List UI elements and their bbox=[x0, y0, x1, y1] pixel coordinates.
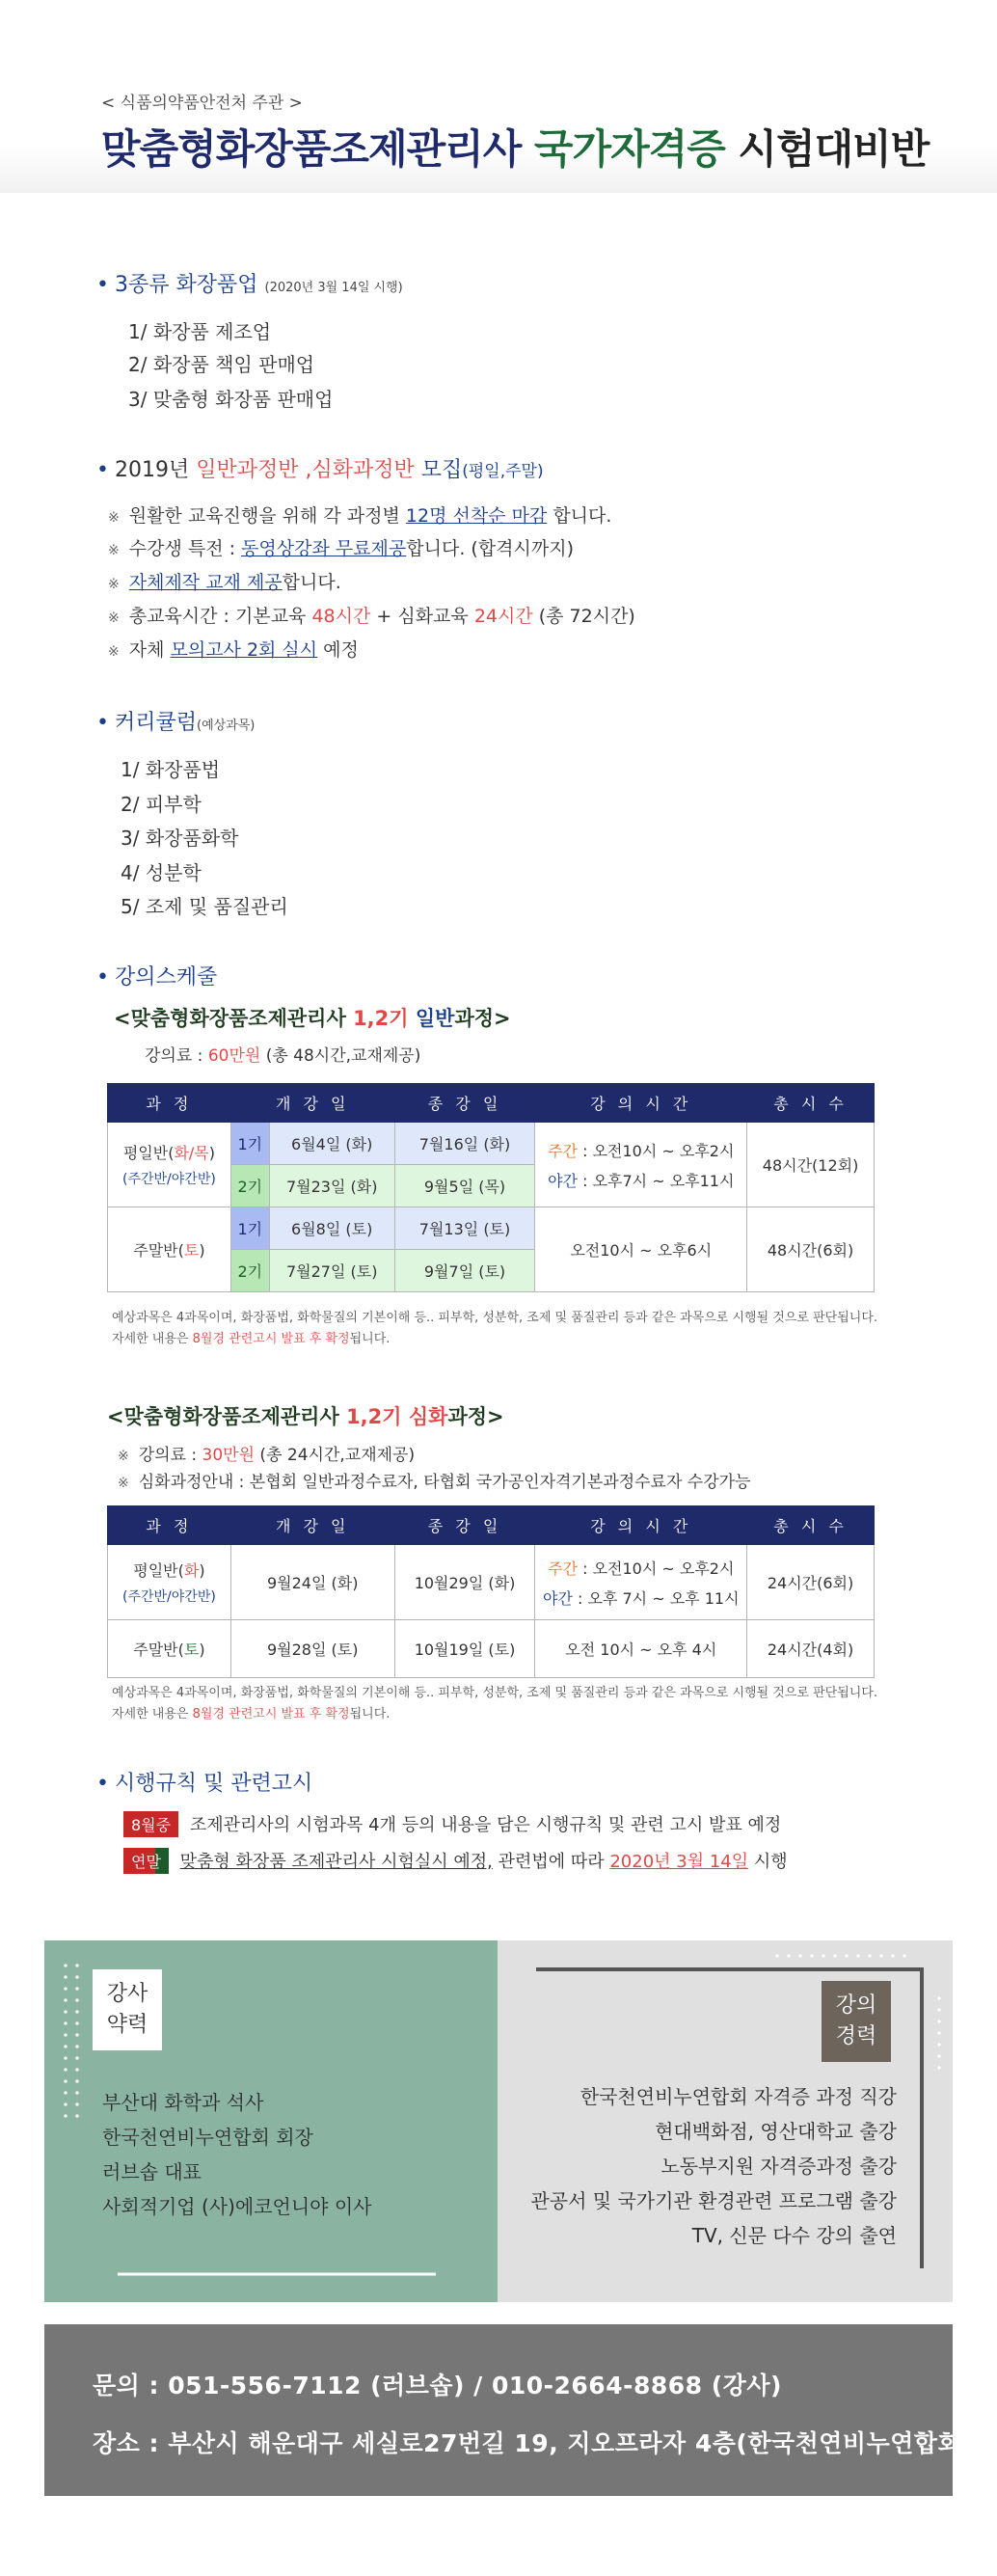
weekday-time: 주간 : 오전10시 ~ 오후2시 야간 : 오후7시 ~ 오후11시 bbox=[535, 1123, 747, 1207]
section-business-types-heading: • 3종류 화장품업 (2020년 3월 14일 시행) bbox=[96, 273, 403, 297]
note-benefit: ※ 수강생 특전 : 동영상강좌 무료제공합니다. (합격시까지) bbox=[108, 538, 575, 559]
table-header: 과 정 bbox=[108, 1084, 231, 1123]
term-label: 1기 bbox=[230, 1123, 269, 1165]
weekday-time: 주간 : 오전10시 ~ 오후2시 야간 : 오후 7시 ~ 오후 11시 bbox=[535, 1545, 747, 1620]
advanced-eligibility: ※ 심화과정안내 : 본협회 일반과정수료자, 타협회 국가공인자격기본과정수료자 수강가능 bbox=[118, 1473, 751, 1492]
table-cell: 7월23일 (화) bbox=[269, 1165, 394, 1207]
instructor-career-list bbox=[530, 2079, 897, 2253]
instructor-profile-list bbox=[102, 2085, 371, 2224]
weekend-time: 오전 10시 ~ 오후 4시 bbox=[535, 1620, 747, 1678]
term-label: 2기 bbox=[230, 1165, 269, 1207]
table-cell: 9월7일 (토) bbox=[394, 1250, 535, 1292]
sub-title: < 식품의약품안전처 주관 > bbox=[101, 94, 303, 113]
table-header: 강 의 시 간 bbox=[535, 1084, 747, 1123]
table-cell: 48시간(12회) bbox=[747, 1123, 875, 1207]
instructor-career-panel bbox=[498, 1940, 953, 2302]
list-item: 노동부지원 자격증과정 출강 bbox=[660, 2155, 897, 2178]
table-cell: 9월5일 (목) bbox=[394, 1165, 535, 1207]
weekend-class-label: 주말반(토) bbox=[108, 1620, 231, 1678]
table-cell: 6월4일 (화) bbox=[269, 1123, 394, 1165]
advanced-course-title: <맞춤형화장품조제관리사 1,2기 심화과정> bbox=[107, 1405, 504, 1428]
table-header: 종 강 일 bbox=[394, 1506, 535, 1545]
weekend-class-label: 주말반(토) bbox=[108, 1207, 231, 1292]
advanced-footnote: 예상과목은 4과목이며, 화장품법, 화학물질의 기본이해 등.. 피부학, 성분학, 조제 및 품질관리 등과 같은 과목으로 시행될 것으로 판단됩니다. 자세한 내용은 8월경 관련고시 발표 후 확정됩니다. bbox=[112, 1686, 878, 1722]
table-cell: 9월24일 (화) bbox=[230, 1545, 394, 1620]
table-cell: 10월29일 (화) bbox=[394, 1545, 535, 1620]
table-cell: 48시간(6회) bbox=[747, 1207, 875, 1292]
list-item: 관공서 및 국가기관 환경관련 프로그램 출강 bbox=[530, 2189, 897, 2212]
regulation-line-2: 연말 맞춤형 화장품 조제관리사 시험실시 예정, 관련법에 따라 2020년 3월 14일 시행 bbox=[123, 1848, 788, 1874]
list-item: 4/ 성분학 bbox=[121, 861, 202, 884]
list-item: 5/ 조제 및 품질관리 bbox=[121, 895, 288, 918]
weekend-time: 오전10시 ~ 오후6시 bbox=[535, 1207, 747, 1292]
list-item: 사회적기업 (사)에코언니야 이사 bbox=[102, 2195, 372, 2218]
table-header: 개 강 일 bbox=[230, 1506, 394, 1545]
section-curriculum-heading: • 커리큘럼(예상과목) bbox=[96, 711, 256, 735]
weekday-class-label: 평일반(화) (주간반/야간반) bbox=[108, 1545, 231, 1620]
weekday-class-label: 평일반(화/목) (주간반/야간반) bbox=[108, 1123, 231, 1207]
instructor-profile-panel bbox=[44, 1940, 498, 2302]
general-footnote: 예상과목은 4과목이며, 화장품법, 화학물질의 기본이해 등.. 피부학, 성분학, 조제 및 품질관리 등과 같은 과목으로 시행될 것으로 판단됩니다. 자세한 내용은 8월경 관련고시 발표 후 확정됩니다. bbox=[112, 1311, 878, 1346]
table-cell: 7월13일 (토) bbox=[394, 1207, 535, 1250]
table-cell: 7월16일 (화) bbox=[394, 1123, 535, 1165]
table-header: 개 강 일 bbox=[230, 1084, 394, 1123]
list-item: 한국천연비누연합회 회장 bbox=[102, 2126, 313, 2149]
contact-box bbox=[44, 2324, 974, 2496]
section-regulation-heading: • 시행규칙 및 관련고시 bbox=[96, 1772, 313, 1796]
list-item: 부산대 화학과 석사 bbox=[102, 2091, 264, 2114]
table-cell: 6월8일 (토) bbox=[269, 1207, 394, 1250]
contact-address: 장소 : 부산시 해운대구 세실로27번길 19, 지오프라자 4층(한국천연비누연합회) bbox=[93, 2429, 974, 2457]
table-header: 종 강 일 bbox=[394, 1084, 535, 1123]
instructor-badge: 강사 약력 bbox=[93, 1969, 162, 2050]
table-cell: 10월19일 (토) bbox=[394, 1620, 535, 1678]
table-cell: 24시간(6회) bbox=[747, 1545, 875, 1620]
table-header: 총 시 수 bbox=[747, 1084, 875, 1123]
term-label: 1기 bbox=[230, 1207, 269, 1250]
note-capacity: ※ 원활한 교육진행을 위해 각 과정별 12명 선착순 마감 합니다. bbox=[108, 505, 612, 527]
list-item: 1/ 화장품법 bbox=[121, 758, 221, 781]
section-recruit-heading: • 2019년 일반과정반 ,심화과정반 모집(평일,주말) bbox=[96, 458, 544, 482]
advanced-fee: ※ 강의료 : 30만원 (총 24시간,교재제공) bbox=[118, 1446, 416, 1465]
table-header: 총 시 수 bbox=[747, 1506, 875, 1545]
regulation-line-1: 8월중 조제관리사의 시험과목 4개 등의 내용을 담은 시행규칙 및 관련 고시 발표 예정 bbox=[123, 1811, 781, 1837]
career-badge: 강의 경력 bbox=[822, 1981, 891, 2062]
list-item: 3/ 화장품화학 bbox=[121, 827, 239, 850]
status-badge: 연말 bbox=[123, 1848, 169, 1874]
list-item: 러브솝 대표 bbox=[102, 2160, 202, 2183]
contact-phone: 문의 : 051-556-7112 (러브솝) / 010-2664-8868 (강사) bbox=[93, 2372, 782, 2400]
term-label: 2기 bbox=[230, 1250, 269, 1292]
list-item: 한국천연비누연합회 자격증 과정 직강 bbox=[579, 2085, 897, 2108]
list-item: TV, 신문 다수 강의 출연 bbox=[691, 2224, 897, 2247]
table-cell: 9월28일 (토) bbox=[230, 1620, 394, 1678]
table-cell: 24시간(4회) bbox=[747, 1620, 875, 1678]
general-schedule-table bbox=[107, 1083, 875, 1292]
table-cell: 7월27일 (토) bbox=[269, 1250, 394, 1292]
note-mock-exam: ※ 자체 모의고사 2회 실시 예정 bbox=[108, 639, 359, 661]
list-item: 2/ 화장품 책임 판매업 bbox=[128, 353, 315, 376]
list-item: 1/ 화장품 제조업 bbox=[128, 320, 272, 343]
list-item: 현대백화점, 영산대학교 출강 bbox=[655, 2120, 897, 2143]
list-item: 3/ 맞춤형 화장품 판매업 bbox=[128, 388, 334, 411]
page-title: 맞춤형화장품조제관리사 국가자격증 시험대비반 bbox=[101, 125, 930, 173]
advanced-schedule-table bbox=[107, 1505, 875, 1678]
status-badge: 8월중 bbox=[123, 1811, 178, 1837]
general-course-title: <맞춤형화장품조제관리사 1,2기 일반과정> bbox=[114, 1007, 511, 1030]
list-item: 2/ 피부학 bbox=[121, 793, 202, 816]
general-fee: 강의료 : 60만원 (총 48시간,교재제공) bbox=[145, 1046, 421, 1066]
table-header: 과 정 bbox=[108, 1506, 231, 1545]
section-schedule-heading: • 강의스케줄 bbox=[96, 965, 218, 990]
note-textbook: ※ 자체제작 교재 제공합니다. bbox=[108, 572, 341, 593]
note-hours: ※ 총교육시간 : 기본교육 48시간 + 심화교육 24시간 (총 72시간) bbox=[108, 606, 635, 627]
table-header: 강 의 시 간 bbox=[535, 1506, 747, 1545]
